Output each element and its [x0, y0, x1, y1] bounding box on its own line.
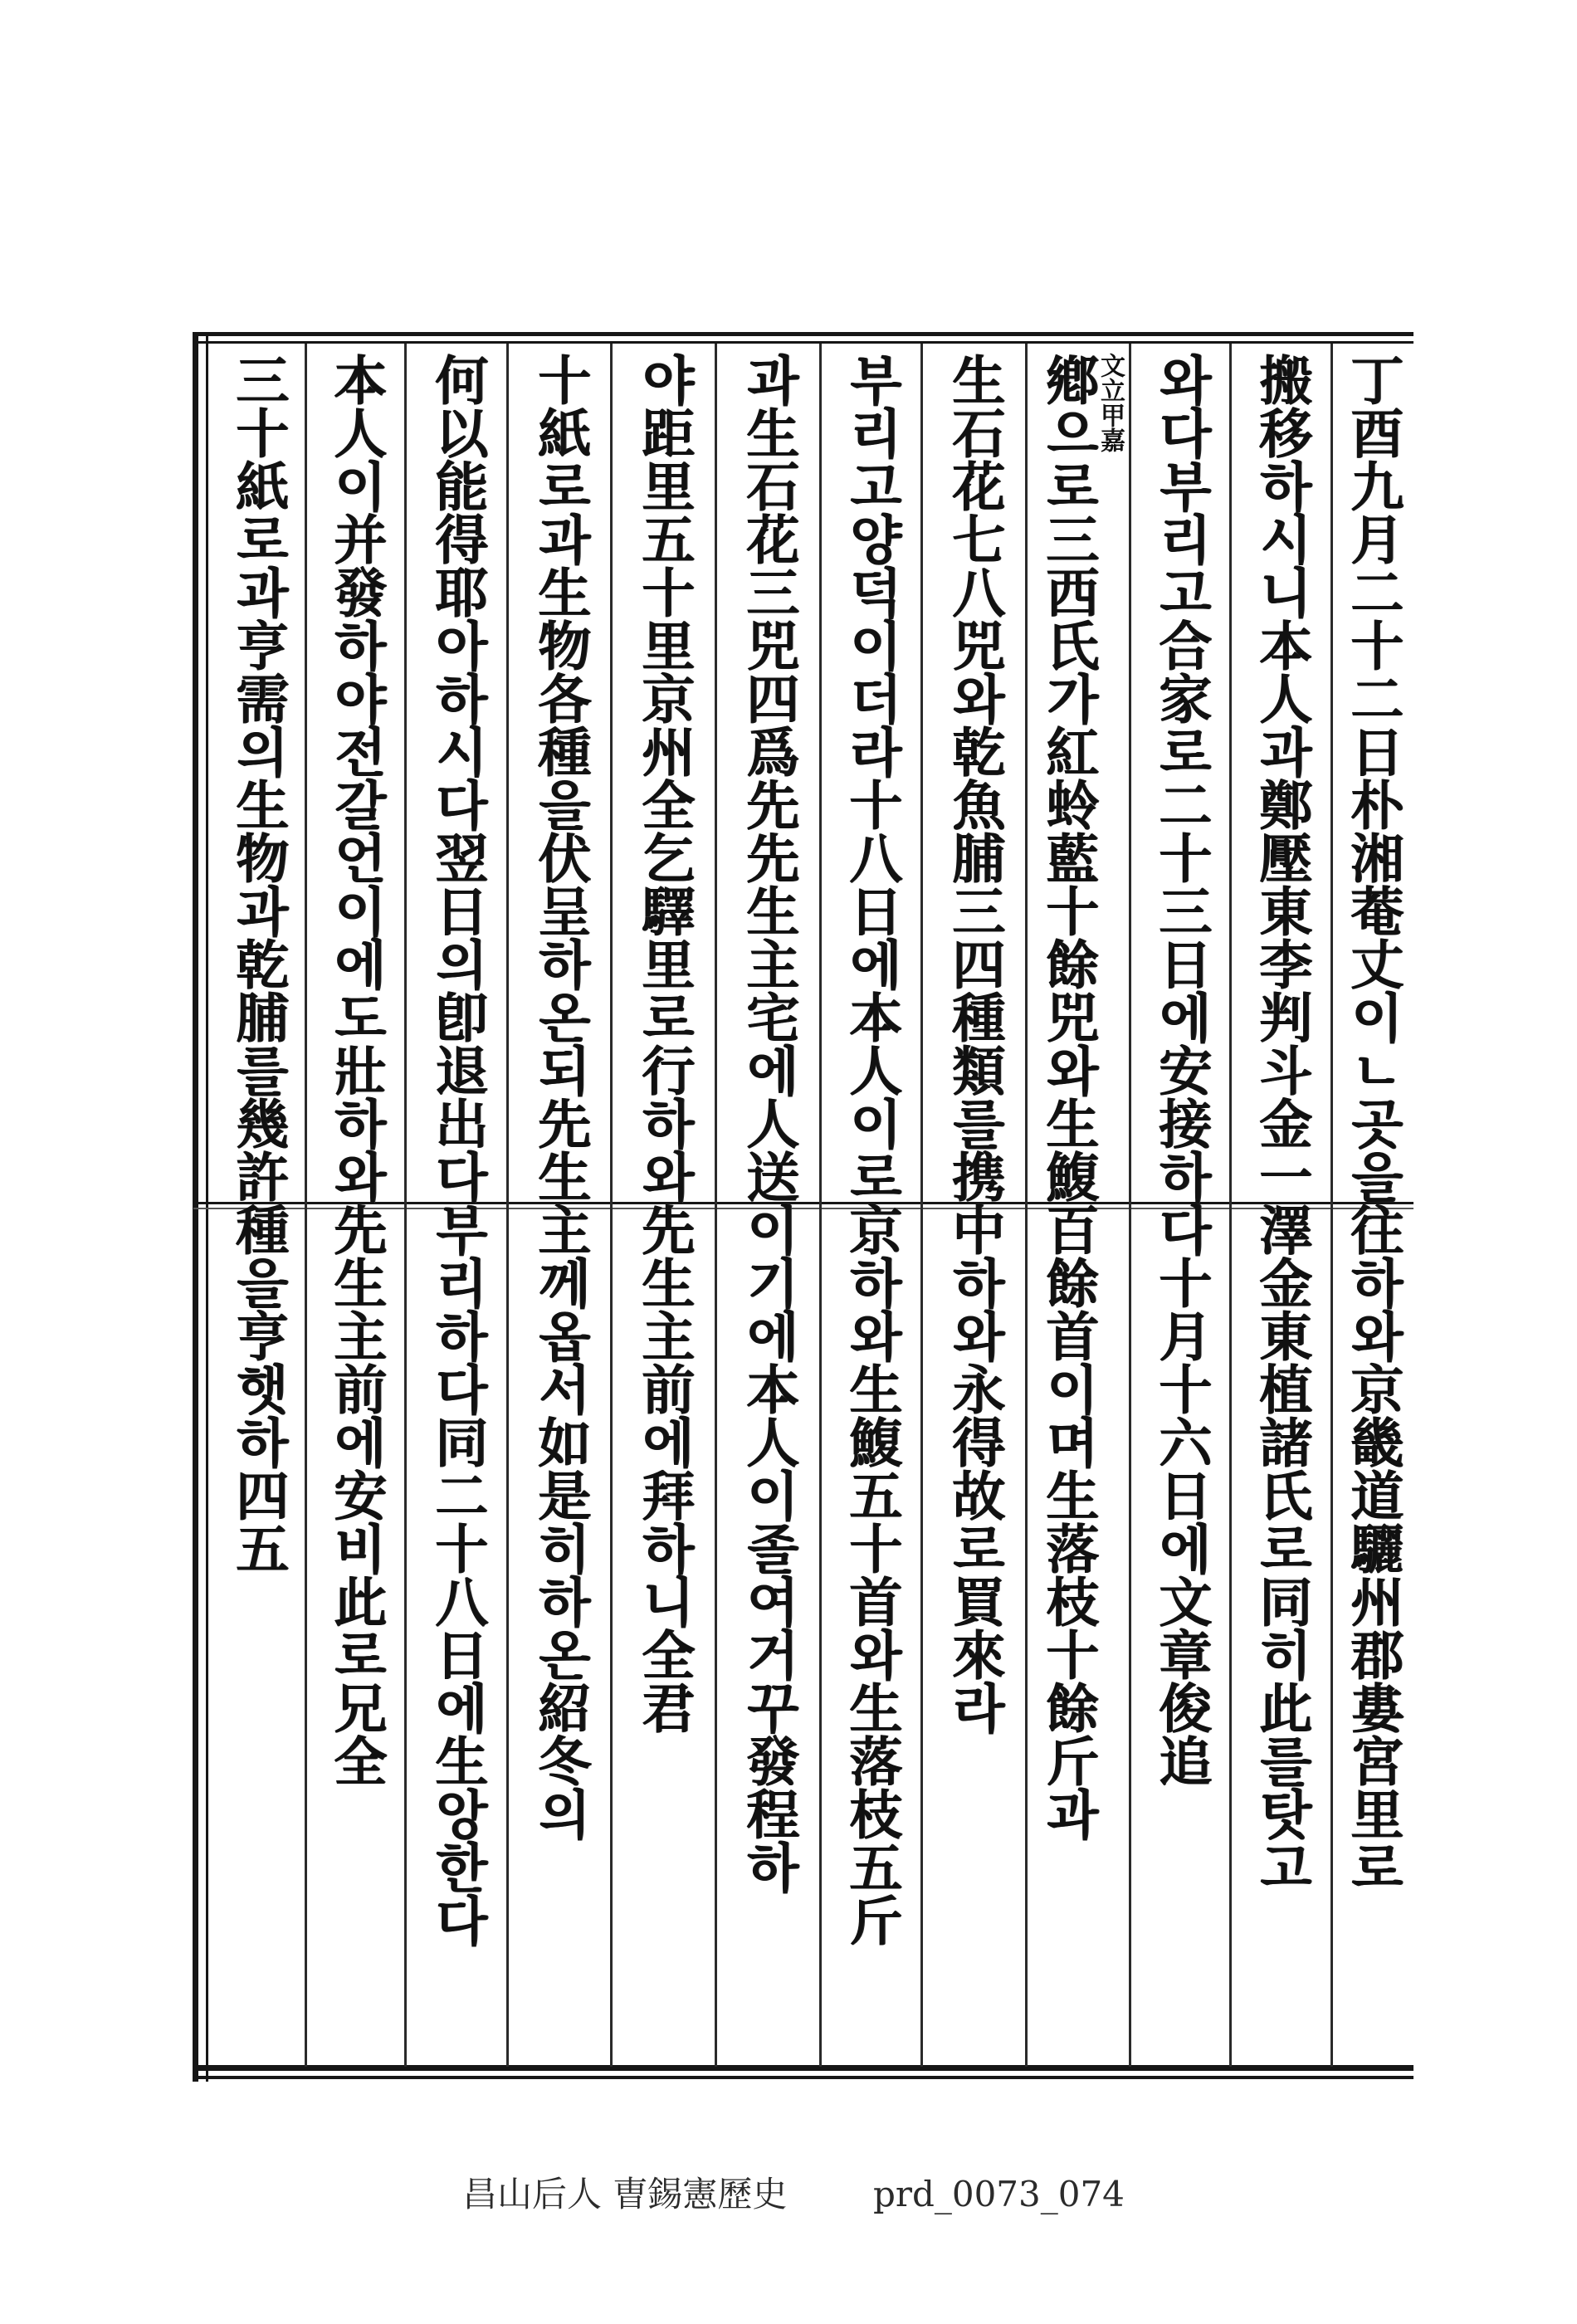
column-rule [506, 344, 509, 2067]
text-column-6: 부리고양덕이더라十八日에本人이로京하와生鰒五十首와生落枝五斤 [840, 353, 902, 1946]
text-column-10: 何以能得耶아하시다翌日의卽退出다부리하다同二十八日에生앙한다 [426, 353, 488, 1946]
bottom-border-inner [193, 2076, 1413, 2079]
text-column-9: 十紙로과生物各種을伏呈하온되先生主께옵서如是히하온紹冬의 [529, 353, 591, 1840]
column-rule [404, 344, 407, 2067]
column-rule [1129, 344, 1131, 2067]
text-column-4: 鄕으로三西氏가紅蛉藍十餘兕와生鰒百餘首이며生落枝十餘斤과 [1037, 353, 1099, 1840]
column-rule [1330, 344, 1333, 2067]
column-rule [715, 344, 717, 2067]
column-rule [920, 344, 923, 2067]
column-rule [610, 344, 613, 2067]
column-rule [1229, 344, 1232, 2067]
text-column-12: 三十紙로과亨需의生物과乾脯를幾許種을亨햇하四五 [227, 353, 289, 1575]
left-border-inner [206, 332, 208, 2082]
text-column-2: 搬移하시니本人과鄭壓東李判斗金一澤金東植諸氏로同히此를탓고 [1250, 353, 1312, 1893]
text-column-8: 야距里五十里京州全乞驛里로行하와先生主前에拜하니全君 [632, 353, 695, 1734]
marginal-note: 文立甲嘉 [1096, 353, 1125, 452]
column-rule [305, 344, 307, 2067]
page-caption-id: prd_0073_074 [873, 2174, 1125, 2214]
text-column-3: 와다부리고合家로二十三日에安接하다十月十六日에文章俊追 [1150, 353, 1212, 1787]
left-border-outer [193, 332, 198, 2082]
column-rule [819, 344, 822, 2067]
page-caption-title: 昌山后人 曺錫憲歷史 [462, 2174, 788, 2214]
text-column-1: 丁酉九月二十二日朴湘菴丈이ㄴ곳을往하와京畿道驪州郡婁宮里로 [1341, 353, 1404, 1893]
text-column-5: 生石花七八兕와乾魚脯三四種類를携中하와永得故로買來라 [943, 353, 1005, 1734]
text-column-11: 本人이并發하야전갈언이에도壯하와先生主前에安비此로兄全 [325, 353, 387, 1787]
top-border-outer [193, 332, 1413, 336]
column-rule [1025, 344, 1028, 2067]
text-column-7: 과生石花三兕四爲先先生主宅에人送이기에本人이졸여거꾸發程하 [737, 353, 799, 1893]
